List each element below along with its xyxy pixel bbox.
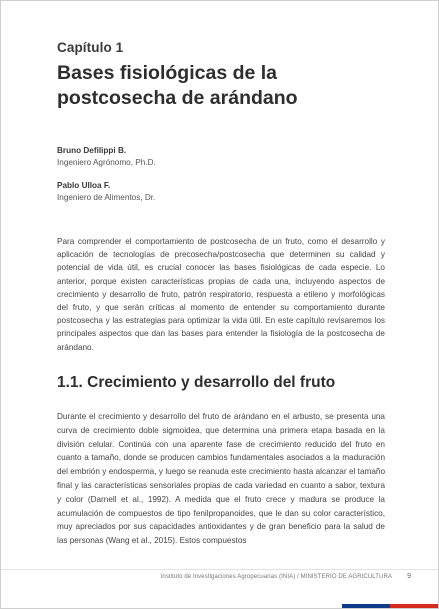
author-block — [57, 180, 155, 204]
flag-red-stripe — [390, 604, 438, 608]
chapter-label: Capítulo 1 — [57, 40, 124, 55]
section-body-paragraph: Durante el crecimiento y desarrollo del fruto de arándano en el arbusto, se presenta una curva de crecimiento doble sigmoidea, que determina una primera etapa basada en la división celular. Continúa con una aparente fase de crecimiento reducido del fruto en cuanto a tamaño, donde se producen cambios fundamentales asociados a la maduración del embrión y endosperma, y luego se reanuda este crecimiento hasta alcanzar el tamaño final y las características sensoriales propias de cada variedad en cuanto a sabor, textura y color (Darnell et al., 1992). A medida que el fruto crece y madura se produce la acumulación de compuestos de tipo fenilpropanoides, que le dan su color característico, muy apreciados por sus capacidades antioxidantes y de gran beneficio para la salud de las personas (Wang et al., 2015). Estos compuestos — [57, 412, 385, 546]
footer-institution: Instituto de Investigaciones Agropecuarias (INIA) / MINISTERIO DE AGRICULTURA — [160, 574, 392, 580]
author-name: Bruno Defilippi B. — [57, 146, 127, 155]
author-role: Ingeniero Agrónomo, Ph.D. — [57, 158, 156, 167]
intro-paragraph: Para comprender el comportamiento de postcosecha de un fruto, como el desarrollo y aplicación de tecnologías de precosecha/postcosecha que determinen su calidad y potencial de vida útil, es crucial conocer las bases fisiológicas de cada especie. Lo anterior, porque existen características propias de cada una, incluyendo aspectos de crecimiento y desarrollo de fruto, patrón respiratorio, respuesta a etileno y morfológicas del fruto, y que serán críticas al momento de entender su comportamiento durante postcosecha y las estrategias para optimizar la vida útil. En este capítulo revisaremos los principales aspectos que dan las bases para entender la fisiología de la postcosecha de arándano. — [57, 237, 385, 352]
flag-color-bar — [342, 604, 438, 608]
chapter-title: Bases fisiológicas de la postcosecha de arándano — [57, 62, 298, 109]
author-name: Pablo Ulloa F. — [57, 181, 111, 190]
page-number: 9 — [407, 573, 411, 580]
flag-blue-stripe — [342, 604, 390, 608]
footer-divider — [1, 569, 438, 570]
author-block — [57, 145, 156, 169]
author-role: Ingeniero de Alimentos, Dr. — [57, 193, 156, 202]
section-heading: 1.1. Crecimiento y desarrollo del fruto — [57, 374, 336, 391]
